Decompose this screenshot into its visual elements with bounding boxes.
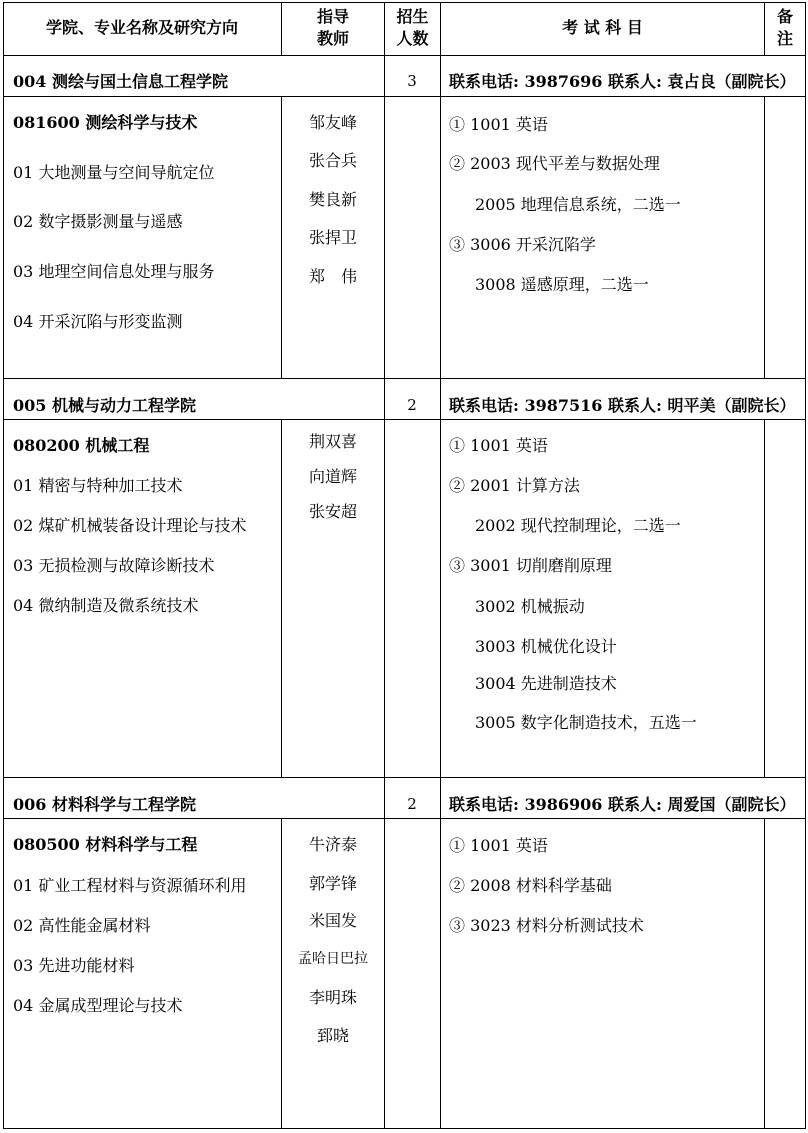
header-note-line2: 注 [776, 29, 793, 48]
tutor-name: 郅晓 [316, 1026, 349, 1045]
border-bottom [3, 1128, 806, 1129]
contact-info: 联系电话: 3987696 联系人: 袁占良（副院长） [449, 72, 796, 91]
exam-subject: 3002 机械振动 [475, 597, 585, 616]
hline-s1-end [3, 378, 806, 379]
quota-value: 2 [407, 795, 417, 813]
direction-item: 01 大地测量与空间导航定位 [13, 163, 215, 182]
direction-item: 03 地理空间信息处理与服务 [13, 262, 215, 281]
direction-item: 01 精密与特种加工技术 [13, 476, 183, 495]
exam-subject: 3005 数字化制造技术，五选一 [475, 713, 697, 732]
exam-subject: 3008 遥感原理，二选一 [475, 275, 649, 294]
direction-item: 04 微纳制造及微系统技术 [13, 596, 199, 615]
exam-subject: ② 2003 现代平差与数据处理 [449, 154, 660, 173]
college-title: 004 测绘与国土信息工程学院 [13, 72, 228, 91]
quota-value: 3 [407, 72, 417, 90]
direction-item: 01 矿业工程材料与资源循环利用 [13, 876, 247, 895]
hline-header [3, 55, 806, 56]
tutor-name: 张捍卫 [308, 228, 357, 247]
border-right [805, 2, 806, 1129]
direction-item: 02 高性能金属材料 [13, 916, 151, 935]
vline-b3-2 [384, 818, 385, 1129]
exam-subject: ③ 3023 材料分析测试技术 [449, 916, 644, 935]
direction-item: 02 数字摄影测量与遥感 [13, 212, 183, 231]
exam-subject: 2002 现代控制理论，二选一 [475, 516, 681, 535]
exam-subject: ② 2008 材料科学基础 [449, 876, 612, 895]
vline-t1-b [440, 55, 441, 97]
vline-b1-3 [440, 96, 441, 379]
exam-subject: ③ 3006 开采沉陷学 [449, 235, 596, 254]
header-tutor-line1: 指导 [316, 7, 349, 26]
college-title: 005 机械与动力工程学院 [13, 396, 196, 415]
header-tutor-line2: 教师 [316, 29, 349, 48]
header-note-line1: 备 [776, 7, 793, 26]
college-title: 006 材料科学与工程学院 [13, 795, 196, 814]
enrollment-table [3, 2, 806, 1129]
exam-subject: 3003 机械优化设计 [475, 637, 617, 656]
exam-subject: 2005 地理信息系统，二选一 [475, 195, 681, 214]
hline-s2-title [3, 419, 806, 420]
vline-b2-2 [384, 419, 385, 778]
tutor-name: 米国发 [308, 911, 357, 930]
direction-item: 04 开采沉陷与形变监测 [13, 312, 183, 331]
exam-subject: ① 1001 英语 [449, 115, 548, 134]
vline-b3-1 [281, 818, 282, 1129]
vline-t2-b [440, 378, 441, 420]
tutor-name: 向道辉 [308, 467, 357, 486]
vline-b2-3 [440, 419, 441, 778]
tutor-name: 张安超 [308, 502, 357, 521]
exam-subject: ② 2001 计算方法 [449, 476, 580, 495]
exam-subject: ① 1001 英语 [449, 436, 548, 455]
vline-b3-3 [440, 818, 441, 1129]
direction-item: 02 煤矿机械装备设计理论与技术 [13, 516, 247, 535]
major-title: 080500 材料科学与工程 [13, 835, 198, 854]
quota-value: 2 [407, 396, 417, 414]
tutor-name: 张合兵 [308, 151, 357, 170]
header-exam: 考 试 科 目 [562, 18, 643, 37]
tutor-name: 牛济泰 [308, 835, 357, 854]
exam-subject: ③ 3001 切削磨削原理 [449, 556, 612, 575]
tutor-name: 孟哈日巴拉 [298, 951, 368, 967]
contact-info: 联系电话: 3986906 联系人: 周爱国（副院长） [449, 795, 796, 814]
border-top [3, 2, 806, 3]
major-title: 080200 机械工程 [13, 436, 150, 455]
tutor-name: 郑 伟 [308, 267, 357, 286]
exam-subject: ① 1001 英语 [449, 836, 548, 855]
tutor-name: 樊良新 [308, 190, 357, 209]
hline-s1-title [3, 96, 806, 97]
hline-s2-end [3, 777, 806, 778]
major-title: 081600 测绘科学与技术 [13, 113, 198, 132]
exam-subject: 3004 先进制造技术 [475, 674, 617, 693]
tutor-name: 荆双喜 [308, 432, 357, 451]
border-left [3, 2, 4, 1129]
direction-item: 03 先进功能材料 [13, 956, 135, 975]
tutor-name: 李明珠 [308, 988, 357, 1007]
vline-b1-2 [384, 96, 385, 379]
tutor-name: 邹友峰 [308, 113, 357, 132]
vline-t3-b [440, 777, 441, 819]
header-quota-line1: 招生 [396, 7, 429, 26]
vline-b2-4 [764, 419, 765, 778]
header-college: 学院、专业名称及研究方向 [45, 18, 238, 37]
tutor-name: 郭学锋 [308, 874, 357, 893]
vline-b2-1 [281, 419, 282, 778]
contact-info: 联系电话: 3987516 联系人: 明平美（副院长） [449, 396, 796, 415]
vline-b3-4 [764, 818, 765, 1129]
vline-b1-1 [281, 96, 282, 379]
vline-b1-4 [764, 96, 765, 379]
hline-s3-title [3, 818, 806, 819]
header-quota-line2: 人数 [396, 29, 429, 48]
direction-item: 04 金属成型理论与技术 [13, 996, 183, 1015]
direction-item: 03 无损检测与故障诊断技术 [13, 556, 215, 575]
